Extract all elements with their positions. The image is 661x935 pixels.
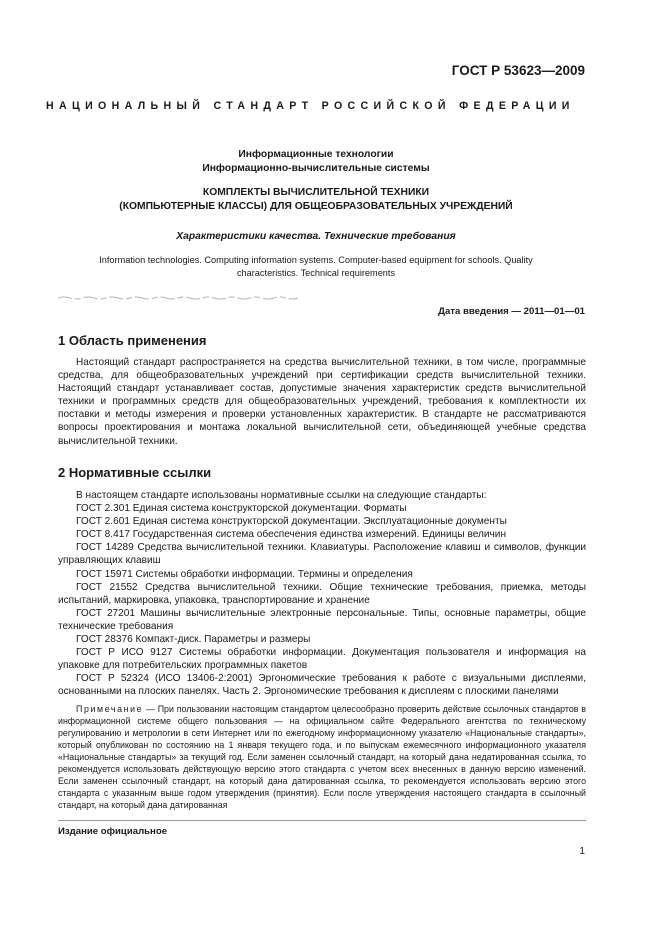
introduction-date: Дата введения — 2011—01—01 <box>438 306 585 317</box>
section-1-paragraph: Настоящий стандарт распространяется на средства вычислительной техники, в том числе, программные средства, для общеобразовательных учреждений при сертификации средств вычислительной техники. Настоящий стандарт устанавливает состав, допустимые значения характеристик средств вычислительной техники и программных средств для общеобразовательных учреждений, требования к комплектности их поставки и методы измерения и проверки установленных характеристик. В стандарте не рассматриваются вопросы проектирования и монтажа локальной вычислительной сети, объединяющей учебные средства вычислительной техники. <box>58 357 586 447</box>
section-1 <box>58 334 586 347</box>
note-paragraph <box>58 703 586 811</box>
official-edition-label: Издание официальное <box>58 826 168 837</box>
gost-number: ГОСТ Р 53623—2009 <box>451 63 585 78</box>
note <box>58 703 586 811</box>
reference-line: ГОСТ 21552 Средства вычислительной техники. Общие технические требования, приемка, методы испытаний, маркировка, упаковка, транспортирование и хранение <box>58 581 586 606</box>
reference-line: В настоящем стандарте использованы нормативные ссылки на следующие стандарты: <box>76 490 487 501</box>
english-title-line-1: Information technologies. Computing information systems. Computer-based equipment for schools. Quality <box>99 255 533 265</box>
main-title-line-1: КОМПЛЕКТЫ ВЫЧИСЛИТЕЛЬНОЙ ТЕХНИКИ <box>202 187 430 198</box>
title-line-1: Информационные технологии <box>238 149 394 160</box>
footer-divider <box>58 820 586 821</box>
title-line-2: Информационно-вычислительные системы <box>202 163 430 174</box>
reference-line: ГОСТ 27201 Машины вычислительные электронные персональные. Типы, основные параметры, общие технические требования <box>58 607 586 632</box>
page-number: 1 <box>579 846 585 857</box>
reference-line: ГОСТ 14289 Средства вычислительной техники. Клавиатуры. Расположение клавиш и символов, функции управляющих клавиш <box>58 542 586 567</box>
note-text: — При пользовании настоящим стандартом целесообразно проверить действие ссылочных стандартов в информационной системе общего пользования — на официальном сайте Федерального агентства по техническому регулированию и метрологии в сети Интернет или по ежегодному информационному указателю «Национальные стандарты», который опубликован по состоянию на 1 января текущего года, и по выпускам ежемесячного информационного указателя «Национальные стандарты» за текущий год. Если заменен ссылочный стандарт, на который дана недатированная ссылка, то рекомендуется использовать действующую версию этого стандарта с учетом всех внесенных в данную версию изменений. Если заменен ссылочный стандарт, на который дана датированная ссылка, то рекомендуется использовать версию этого стандарта с указанным выше годом утверждения (принятия). Если после утверждения настоящего стандарта в ссылочный стандарт, на который дана датированная <box>58 704 586 810</box>
decorative-divider <box>58 296 298 300</box>
note-label: Примечание <box>76 704 144 714</box>
reference-line: ГОСТ 8.417 Государственная система обеспечения единства измерений. Единицы величин <box>76 529 507 541</box>
section-1-heading: 1 Область применения <box>58 333 207 348</box>
reference-line: ГОСТ Р ИСО 9127 Системы обработки информации. Документация пользователя и информация на упаковке для потребительских программных пакетов <box>58 647 586 672</box>
reference-line: ГОСТ 15971 Системы обработки информации. Термины и определения <box>76 568 413 580</box>
section-2-body <box>58 489 586 699</box>
national-standard-banner: НАЦИОНАЛЬНЫЙ СТАНДАРТ РОССИЙСКОЙ ФЕДЕРАЦИИ <box>46 100 575 112</box>
section-1-body <box>58 356 586 448</box>
subtitle: Характеристики качества. Технические требования <box>176 231 456 242</box>
english-title-line-2: characteristics. Technical requirements <box>236 268 396 278</box>
reference-line: ГОСТ 2.301 Единая система конструкторской документации. Форматы <box>76 503 407 515</box>
reference-line: ГОСТ Р 52324 (ИСО 13406-2:2001) Эргономические требования к работе с визуальными дисплеями, основанными на плоских панелях. Часть 2. Эргономические требования к дисплеям с плоскими панелями <box>58 673 586 698</box>
reference-line: ГОСТ 28376 Компакт-диск. Параметры и размеры <box>76 634 311 646</box>
reference-line: ГОСТ 2.601 Единая система конструкторской документации. Эксплуатационные документы <box>76 516 507 528</box>
main-title-line-2: (КОМПЬЮТЕРНЫЕ КЛАССЫ) ДЛЯ ОБЩЕОБРАЗОВАТЕЛЬНЫХ УЧРЕЖДЕНИЙ <box>119 201 513 212</box>
section-2 <box>58 466 586 479</box>
section-2-heading: 2 Нормативные ссылки <box>58 465 212 480</box>
